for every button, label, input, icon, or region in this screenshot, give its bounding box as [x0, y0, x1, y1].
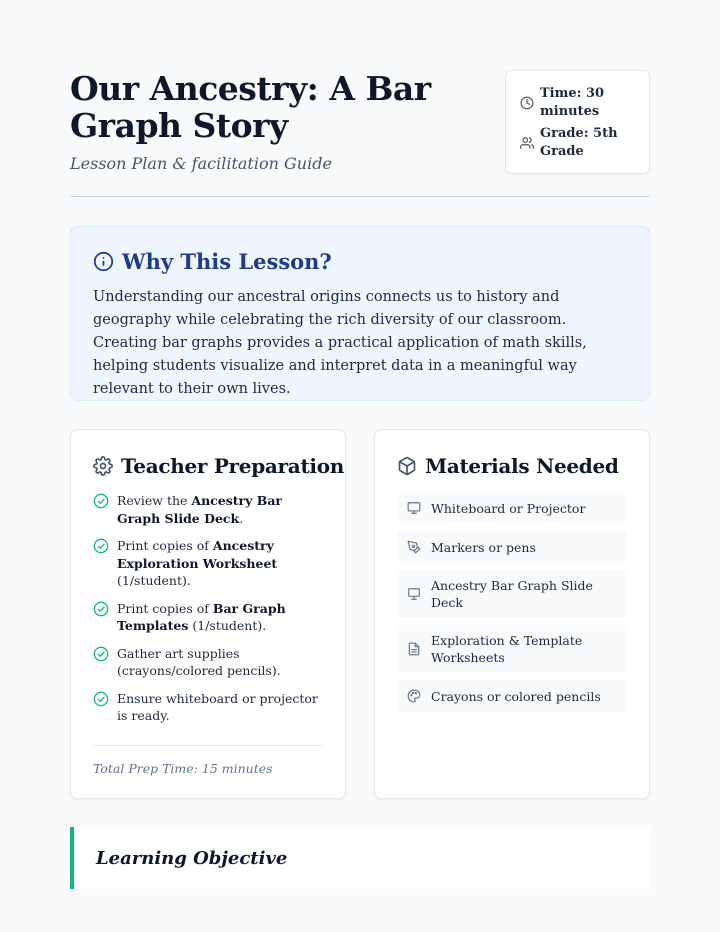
why-lesson-header [93, 249, 627, 274]
prep-item: Ensure whiteboard or projector is ready. [93, 690, 323, 725]
lesson-meta-card [505, 70, 650, 174]
prep-item: Review the Ancestry Bar Graph Slide Deck. [93, 492, 323, 527]
check-circle-icon [93, 493, 109, 509]
material-item [397, 625, 627, 673]
page-title: Our Ancestry: A Bar Graph Story [70, 69, 431, 145]
presentation-icon [407, 587, 421, 601]
material-label: Whiteboard or Projector [431, 500, 586, 516]
materials-header [397, 454, 627, 478]
check-circle-icon [93, 538, 109, 554]
why-lesson-card [70, 226, 650, 401]
material-item [397, 570, 627, 618]
prep-time-footer: Total Prep Time: 15 minutes [93, 745, 323, 776]
materials-card [374, 429, 650, 799]
palette-icon [407, 689, 421, 703]
check-circle-icon [93, 601, 109, 617]
time-meta [520, 85, 637, 121]
material-item [397, 680, 627, 712]
why-lesson-body: Understanding our ancestral origins connects us to history and geography while celebrating the rich diversity of our classroom. Creating bar graphs provides a practical application of math skills, helping students visualize and interpret data in a meaningful way relevant to their own lives. [93, 289, 587, 397]
users-icon [520, 136, 534, 150]
time-label: Time: 30 minutes [540, 86, 605, 119]
info-icon [93, 251, 114, 272]
material-item [397, 492, 627, 524]
file-text-icon [407, 642, 421, 656]
teacher-preparation-header [93, 454, 344, 478]
learning-objective-title: Learning Objective [96, 848, 288, 869]
materials-title: Materials Needed [425, 454, 619, 478]
teacher-preparation-title: Teacher Preparation [121, 454, 344, 478]
material-label: Markers or pens [431, 539, 536, 555]
monitor-icon [407, 501, 421, 515]
material-label: Exploration & Template Worksheets [431, 633, 583, 665]
material-label: Crayons or colored pencils [431, 688, 601, 704]
material-item [397, 531, 627, 563]
check-circle-icon [93, 646, 109, 662]
prep-item: Gather art supplies (crayons/colored pencils). [93, 645, 323, 680]
prep-checklist [93, 492, 323, 725]
teacher-preparation-card [70, 429, 346, 799]
box-icon [397, 456, 417, 476]
why-lesson-title: Why This Lesson? [122, 249, 332, 274]
check-circle-icon [93, 691, 109, 707]
materials-list [397, 492, 627, 712]
prep-item: Print copies of Ancestry Exploration Worksheet (1/student). [93, 537, 323, 590]
pen-tool-icon [407, 540, 421, 554]
grade-label: Grade: 5th Grade [540, 126, 618, 159]
header-divider [70, 196, 650, 197]
lesson-header [70, 70, 650, 173]
page-subtitle: Lesson Plan & facilitation Guide [70, 154, 332, 173]
gear-icon [93, 456, 113, 476]
learning-objective-section [70, 827, 650, 889]
material-label: Ancestry Bar Graph Slide Deck [431, 578, 593, 610]
prep-item: Print copies of Bar Graph Templates (1/student). [93, 600, 323, 635]
clock-icon [520, 96, 534, 110]
grade-meta [520, 125, 637, 161]
